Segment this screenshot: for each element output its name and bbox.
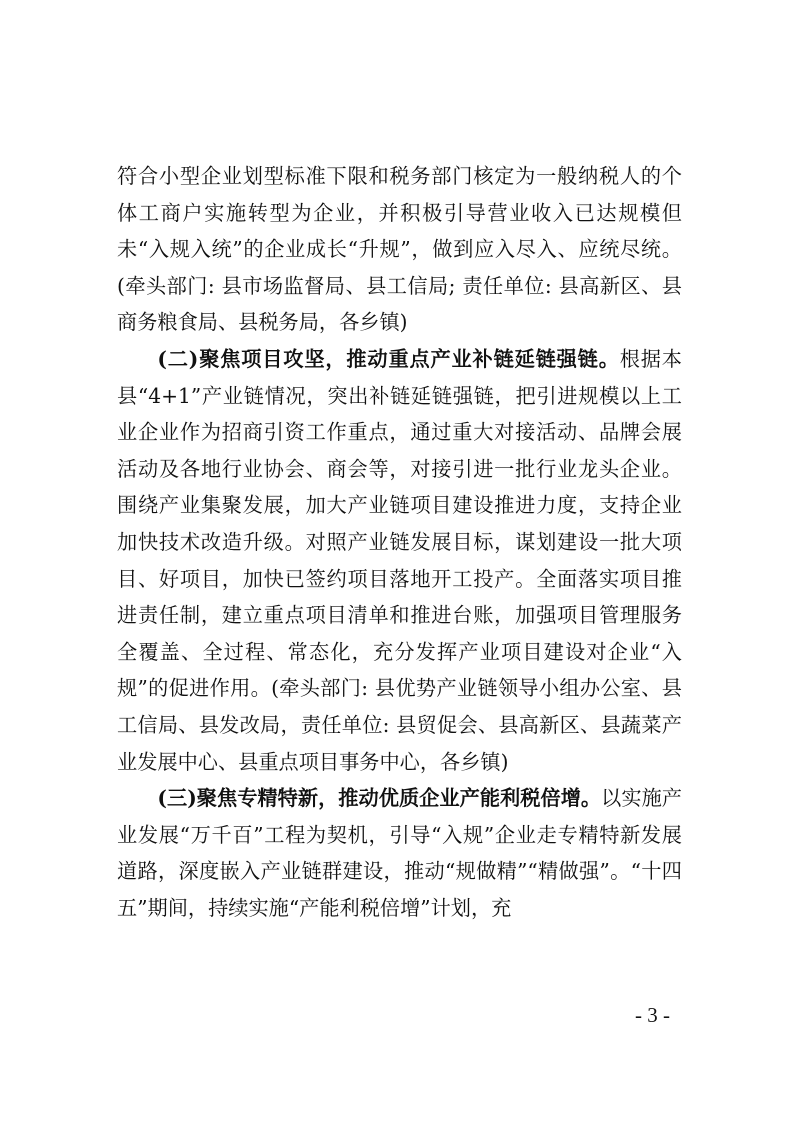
paragraph-text: 符合小型企业划型标准下限和税务部门核定为一般纳税人的个体工商户实施转型为企业，并积极引导营业收入已达规模但未“入规入统”的企业成长“升规”，做到应入尽入、应统尽统。(牵头部门: 县市场监督局、县工信局; 责任单位: 县高新区、县商务粮食局、县税务局，各乡镇) — [117, 164, 682, 335]
section-heading: (三)聚焦专精特新，推动优质企业产能利税倍增。 — [157, 786, 602, 811]
section-heading: (二)聚焦项目攻坚，推动重点产业补链延链强链。 — [157, 346, 620, 371]
paragraph-section-2 — [117, 341, 682, 780]
body-text — [117, 158, 682, 926]
paragraph-text: 以实施产业发展“万千百”工程为契机，引导“入规”企业走专精特新发展道路，深度嵌入产业链群建设，推动“规做精”“精做强”。“十四五”期间，持续实施“产能利税倍增”计划，充 — [117, 786, 682, 920]
paragraph-continuation — [117, 158, 682, 341]
paragraph-section-3 — [117, 780, 682, 926]
paragraph-text: 根据本县“4+1”产业链情况，突出补链延链强链，把引进规模以上工业企业作为招商引资工作重点，通过重大对接活动、品牌会展活动及各地行业协会、商会等，对接引进一批行业龙头企业。围绕产业集聚发展，加大产业链项目建设推进力度，支持企业加快技术改造升级。对照产业链发展目标，谋划建设一批大项目、好项目，加快已签约项目落地开工投产。全面落实项目推进责任制，建立重点项目清单和推进台账，加强项目管理服务全覆盖、全过程、常态化，充分发挥产业项目建设对企业“入规”的促进作用。(牵头部门: 县优势产业链领导小组办公室、县工信局、县发改局，责任单位: 县贸促会、县高新区、县蔬菜产业发展中心、县重点项目事务中心，各乡镇) — [117, 346, 682, 774]
page-number: - 3 - — [635, 1003, 670, 1027]
